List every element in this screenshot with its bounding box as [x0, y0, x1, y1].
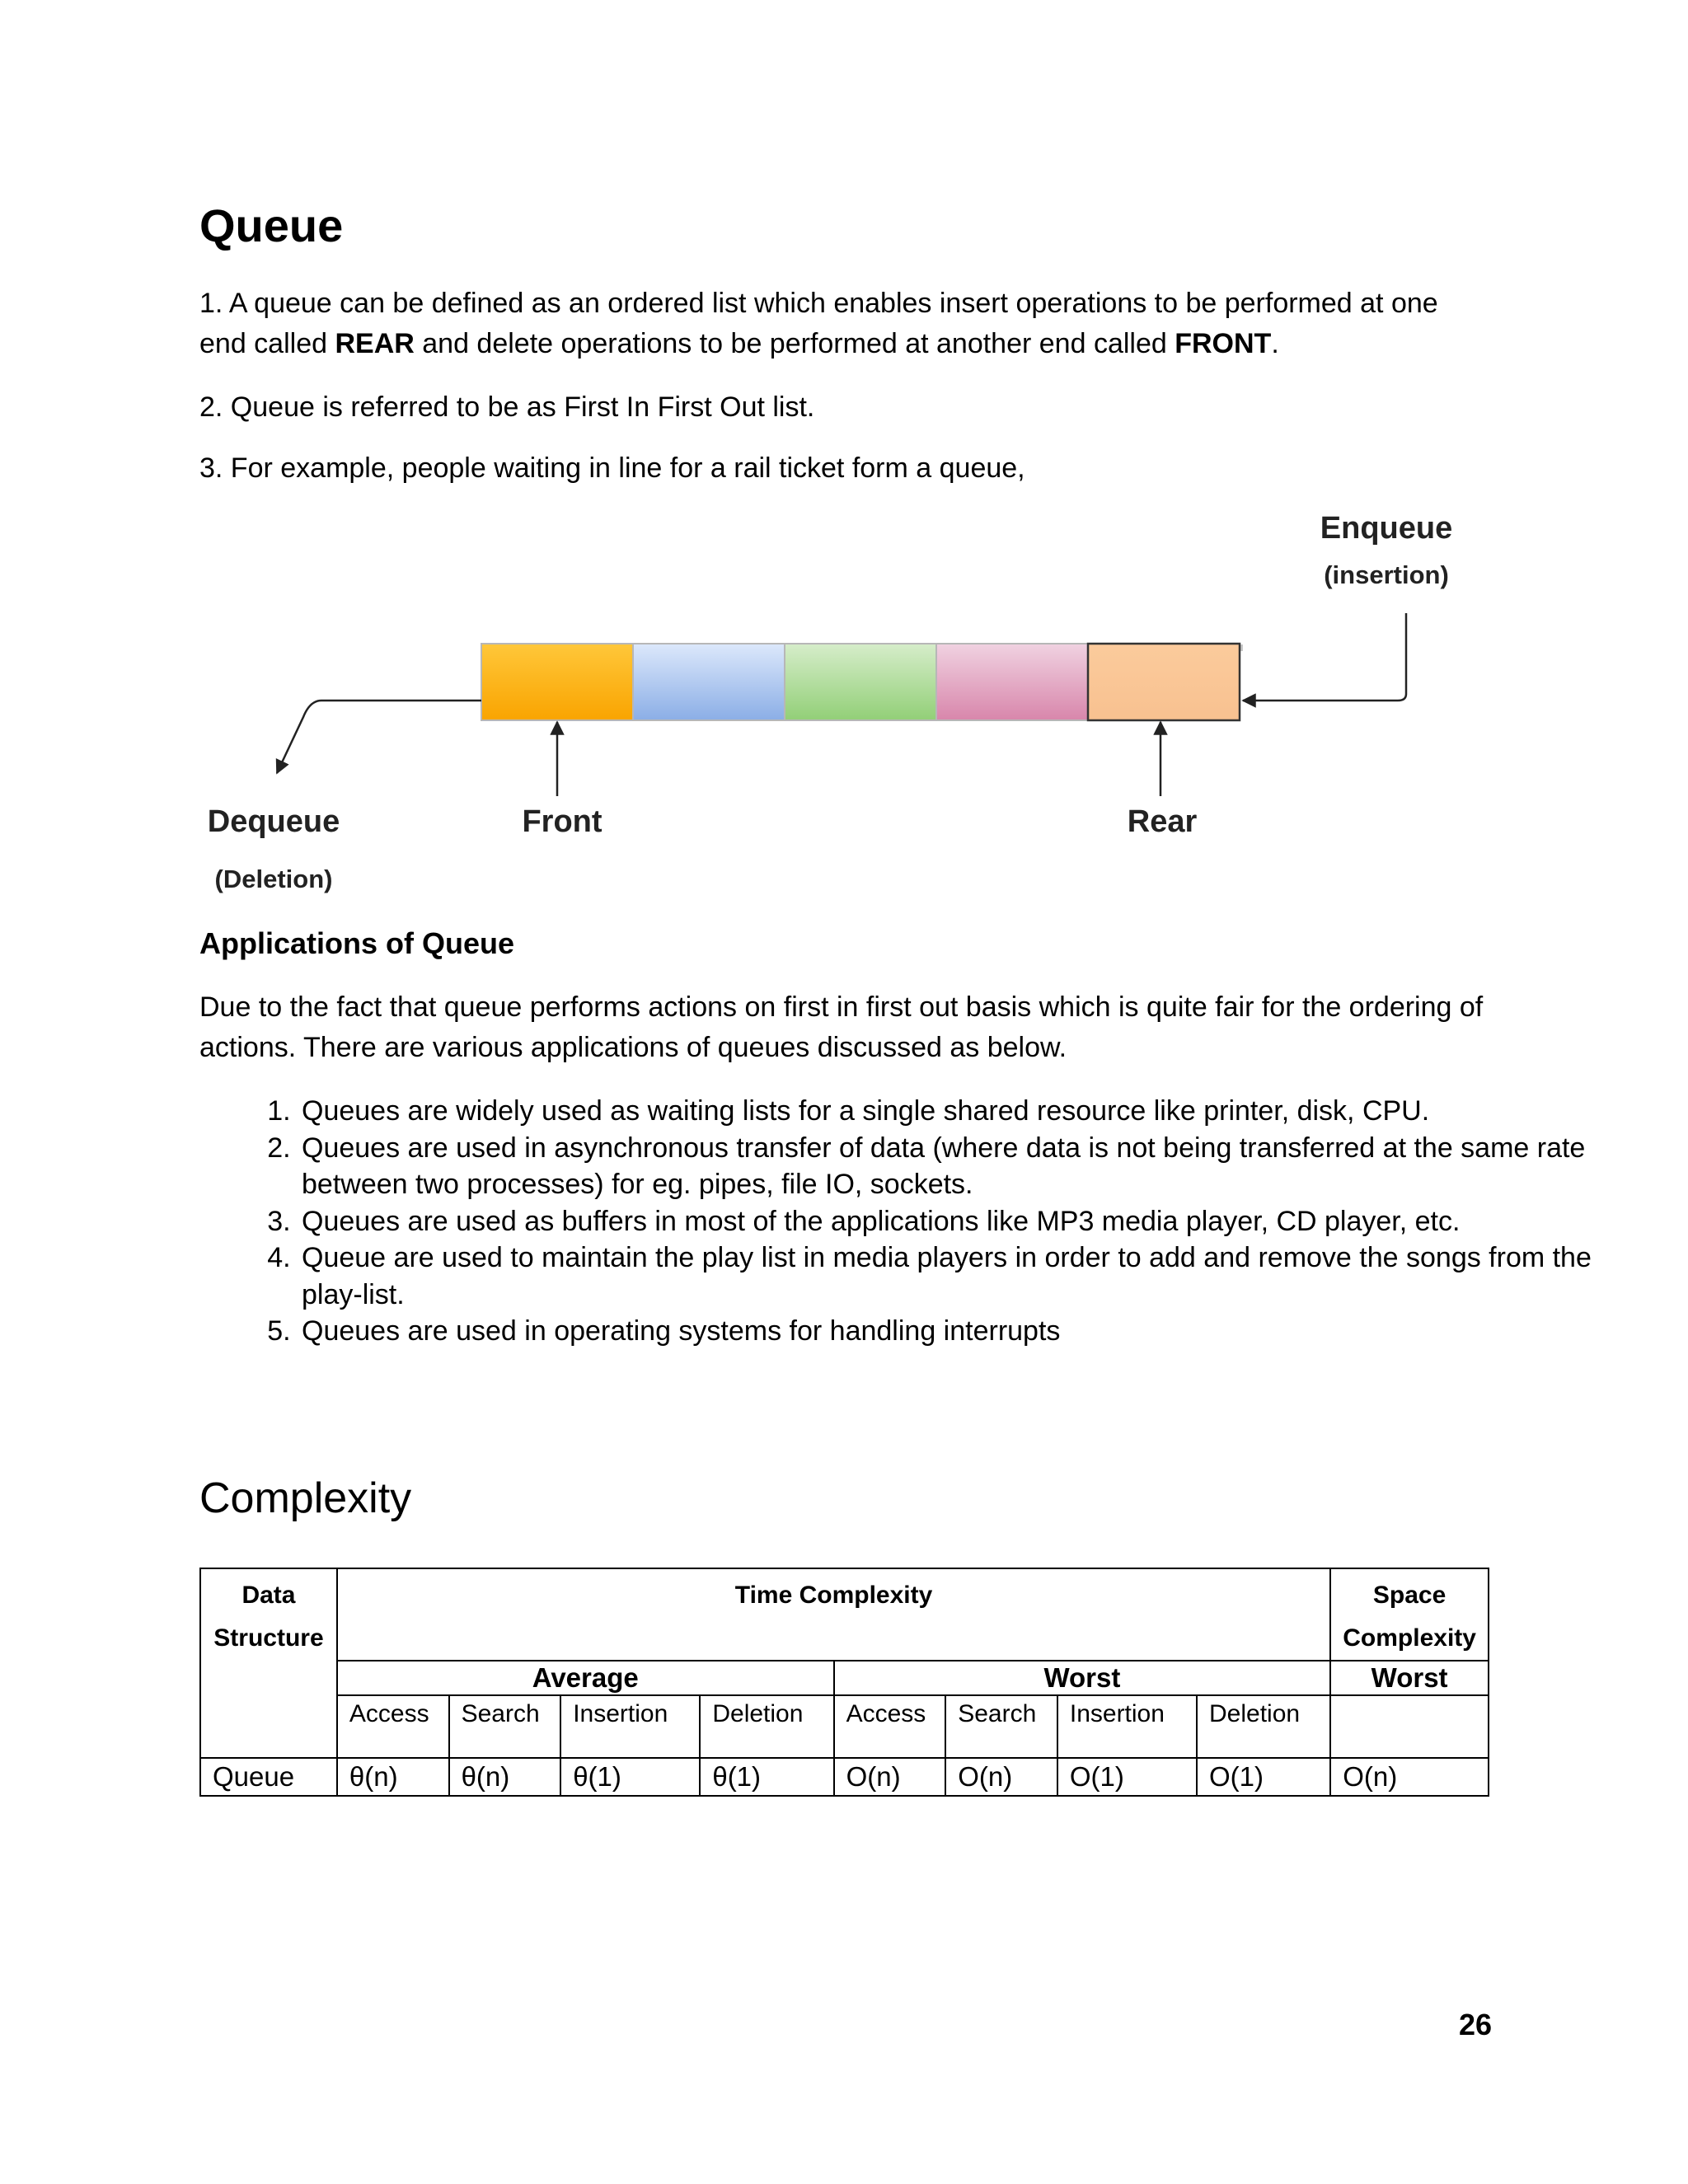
complexity-heading: Complexity [199, 1474, 412, 1522]
header-blank [1330, 1695, 1489, 1758]
list-item: 4. Queue are used to maintain the play list in media players in order to add and remove the songs from the play-list. [298, 1240, 1592, 1313]
table-cell: θ(1) [700, 1758, 833, 1796]
queue-cell-3 [785, 644, 936, 720]
queue-cell-2 [633, 644, 785, 720]
page-number: 26 [1458, 2008, 1492, 2041]
header-worst: Worst [834, 1661, 1331, 1695]
table-cell: O(1) [1197, 1758, 1330, 1796]
op-header: Deletion [700, 1695, 833, 1758]
dequeue-arrow [277, 701, 481, 773]
table-cell: O(n) [945, 1758, 1057, 1796]
op-header: Insertion [560, 1695, 700, 1758]
enqueue-label: Enqueue [1320, 511, 1453, 546]
enqueue-sublabel: (insertion) [1324, 560, 1449, 589]
example-paragraph: 3. For example, people waiting in line for a rail ticket form a queue, [199, 452, 1025, 484]
header-time-complexity: Time Complexity [337, 1568, 1330, 1661]
op-header: Search [449, 1695, 561, 1758]
queue-cell-4 [936, 644, 1088, 720]
table-row [200, 1758, 1489, 1796]
list-item: 5. Queues are used in operating systems for handling interrupts [298, 1313, 1592, 1350]
op-header: Insertion [1057, 1695, 1197, 1758]
applications-heading: Applications of Queue [199, 926, 515, 960]
complexity-table [199, 1568, 1489, 1797]
header-blank [200, 1661, 337, 1695]
op-header: Deletion [1197, 1695, 1330, 1758]
page-title: Queue [199, 199, 344, 251]
dequeue-sublabel: (Deletion) [214, 865, 333, 893]
list-item: 1. Queues are widely used as waiting lists for a single shared resource like printer, disk, CPU. [298, 1093, 1592, 1130]
header-space-complexity: Space Complexity [1330, 1568, 1489, 1661]
table-cell: O(n) [1330, 1758, 1489, 1796]
rear-term: REAR [335, 328, 415, 359]
op-header: Search [945, 1695, 1057, 1758]
enqueue-arrow [1243, 613, 1406, 701]
list-item: 2. Queues are used in asynchronous transfer of data (where data is not being transferred at the same rate between two processes) for eg. pipes, file IO, sockets. [298, 1130, 1592, 1203]
applications-intro: Due to the fact that queue performs actions on first in first out basis which is quite fair for the ordering of actions. There are various applications of queues discussed as below. [199, 991, 1484, 1063]
queue-diagram [190, 511, 1508, 907]
header-space-worst: Worst [1330, 1661, 1489, 1695]
table-cell: O(1) [1057, 1758, 1197, 1796]
table-cell: θ(n) [449, 1758, 561, 1796]
row-name: Queue [200, 1758, 337, 1796]
front-label: Front [522, 804, 603, 839]
front-term: FRONT [1175, 328, 1272, 359]
dequeue-label: Dequeue [207, 804, 340, 839]
table-cell: θ(n) [337, 1758, 449, 1796]
header-average: Average [337, 1661, 834, 1695]
list-item: 3. Queues are used as buffers in most of the applications like MP3 media player, CD player, etc. [298, 1203, 1592, 1240]
queue-cell-1 [481, 644, 633, 720]
applications-list [199, 1093, 1592, 1350]
header-data-structure: Data Structure [200, 1568, 337, 1661]
rear-label: Rear [1127, 804, 1198, 839]
op-header: Access [337, 1695, 449, 1758]
queue-cell-5 [1088, 644, 1240, 720]
fifo-paragraph: 2. Queue is referred to be as First In First Out list. [199, 391, 815, 423]
header-blank [200, 1695, 337, 1758]
table-cell: O(n) [834, 1758, 946, 1796]
definition-paragraph: 1. A queue can be defined as an ordered list which enables insert operations to be performed at one end called REAR and delete operations to be performed at another end called FRONT. [199, 288, 1438, 359]
op-header: Access [834, 1695, 946, 1758]
table-cell: θ(1) [560, 1758, 700, 1796]
